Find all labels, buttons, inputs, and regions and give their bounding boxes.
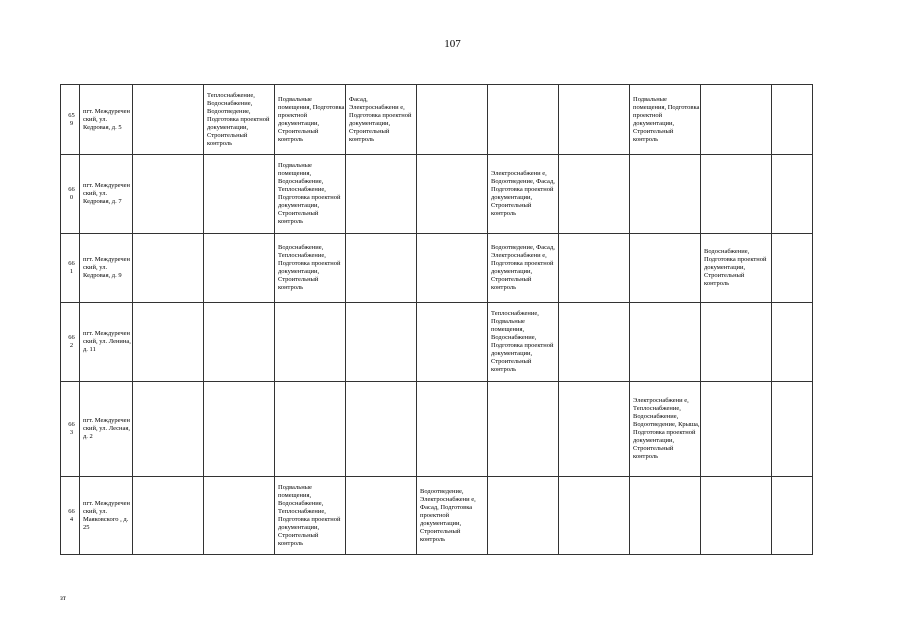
work-cell: Фасад, Электроснабжени е, Подготовка проектной документации, Строительный контроль [346,85,417,155]
work-cell [204,303,275,382]
table-row [61,382,813,477]
work-cell [701,155,772,234]
work-cell [559,477,630,555]
work-cell [488,382,559,477]
work-cell: Водоотведение, Электроснабжени е, Фасад, Подготовка проектной документации, Строительный контроль [417,477,488,555]
table-row [61,85,813,155]
address-cell: пгт. Междуречен ский, ул. Кедровая, д. 9 [80,234,133,303]
work-cell: Подвальные помещения, Подготовка проектной документации, Строительный контроль [275,85,346,155]
work-cell: Водоснабжение, Подготовка проектной документации, Строительный контроль [701,234,772,303]
work-cell: Подвальные помещения, Водоснабжение, Теплоснабжение, Подготовка проектной документации, Строительный контроль [275,477,346,555]
address-cell: пгт. Междуречен ский, ул. Ленина, д. 11 [80,303,133,382]
work-cell [559,85,630,155]
table-row [61,234,813,303]
work-cell [559,234,630,303]
work-cell: Водоотведение, Фасад, Электроснабжени е, Подготовка проектной документации, Строительный контроль [488,234,559,303]
table-row [61,155,813,234]
work-cell [630,155,701,234]
work-cell [701,477,772,555]
work-cell: Водоснабжение, Теплоснабжение, Подготовка проектной документации, Строительный контроль [275,234,346,303]
work-cell [204,155,275,234]
work-cell [559,155,630,234]
work-cell [346,303,417,382]
work-cell [204,382,275,477]
work-cell [133,234,204,303]
work-cell [488,85,559,155]
work-cell [772,85,813,155]
work-cell [275,303,346,382]
work-cell [346,234,417,303]
work-cell [772,477,813,555]
table-row [61,303,813,382]
work-cell [346,477,417,555]
work-cell [133,303,204,382]
work-cell: Электроснабжени е, Водоотведение, Фасад, Подготовка проектной документации, Строительный контроль [488,155,559,234]
work-cell: Теплоснабжение, Водоснабжение, Водоотведение, Подготовка проектной документации, Строительный контроль [204,85,275,155]
work-cell [417,382,488,477]
address-cell: пгт. Междуречен ский, ул. Маяковского , д. 25 [80,477,133,555]
work-cell [772,234,813,303]
work-cell: Теплоснабжение, Подвальные помещения, Водоснабжение, Подготовка проектной документации, Строительный контроль [488,303,559,382]
work-cell [133,85,204,155]
row-number: 66 2 [61,303,80,382]
work-cell [772,303,813,382]
page-number: 107 [444,38,461,50]
row-number: 66 4 [61,477,80,555]
work-cell [275,382,346,477]
work-cell [701,85,772,155]
address-cell: пгт. Междуречен ский, ул. Лесная, д. 2 [80,382,133,477]
work-cell: Подвальные помещения, Водоснабжение, Теплоснабжение, Подготовка проектной документации, Строительный контроль [275,155,346,234]
work-cell [559,382,630,477]
row-number: 66 1 [61,234,80,303]
work-cell [630,477,701,555]
work-cell [630,234,701,303]
work-cell [488,477,559,555]
work-cell [701,382,772,477]
work-cell [630,303,701,382]
work-cell [133,155,204,234]
work-cell [559,303,630,382]
work-cell [417,303,488,382]
work-cell [204,477,275,555]
work-cell [346,155,417,234]
work-cell [417,234,488,303]
work-cell [346,382,417,477]
work-cell [133,382,204,477]
work-cell [772,155,813,234]
work-cell [417,85,488,155]
row-number: 66 3 [61,382,80,477]
address-cell: пгт. Междуречен ский, ул. Кедровая, д. 5 [80,85,133,155]
work-cell: Электроснабжени е, Теплоснабжение, Водоснабжение, Водоотведение, Крыша, Подготовка проектной документации, Строительный контроль [630,382,701,477]
work-cell [133,477,204,555]
work-cell: Подвальные помещения, Подготовка проектной документации, Строительный контроль [630,85,701,155]
work-cell [417,155,488,234]
work-cell [204,234,275,303]
row-number: 65 9 [61,85,80,155]
address-cell: пгт. Междуречен ский, ул. Кедровая, д. 7 [80,155,133,234]
work-cell [701,303,772,382]
work-cell [772,382,813,477]
row-number: 66 0 [61,155,80,234]
footer-mark: зт [60,594,66,602]
table-row [61,477,813,555]
repair-schedule-table [60,84,813,555]
